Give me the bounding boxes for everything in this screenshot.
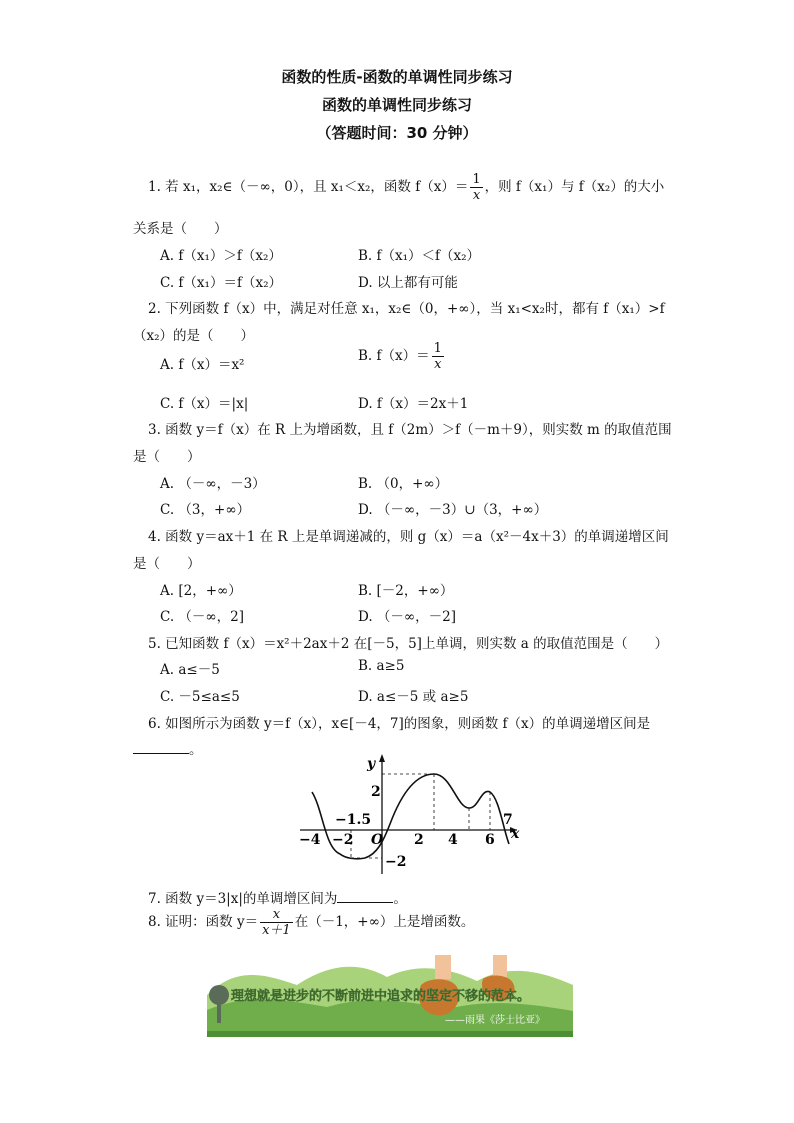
q4-option-c: C. （－∞，2] (160, 609, 245, 625)
q3-stem-cont: 是（ ） (133, 449, 201, 465)
q2-option-d: D. f（x）＝2x＋1 (358, 396, 469, 412)
q2-frac-num: 1 (433, 341, 442, 356)
leg-right (493, 955, 507, 977)
tree-icon (209, 985, 229, 1005)
q4-stem-cont: 是（ ） (133, 556, 201, 572)
q2-option-b-prefix: B. f（x）＝ (358, 348, 430, 364)
q8-stem-part1: 8. 证明：函数 y＝ (148, 914, 259, 930)
y-tick-2: 2 (371, 784, 381, 800)
q2-option-b (358, 341, 446, 372)
q2-option-a: A. f（x）＝x² (160, 357, 245, 373)
q1-option-c: C. f（x₁）＝f（x₂） (160, 275, 282, 291)
tree-trunk (217, 1003, 221, 1023)
q1-option-d: D. 以上都有可能 (358, 275, 458, 291)
q6-stem-end: 。 (189, 742, 203, 758)
q1-frac-den: x (472, 188, 481, 203)
origin-label: O (371, 832, 384, 848)
q1-option-b: B. f（x₁）＜f（x₂） (358, 248, 481, 264)
q2-stem-cont: （x₂）的是（ ） (133, 328, 255, 344)
ground-strip (207, 1031, 573, 1037)
q7-stem-part1: 7. 函数 y＝3|x|的单调增区间为 (148, 891, 338, 907)
annotation-m1-5: −1.5 (335, 812, 372, 828)
x-tick-7: 7 (503, 812, 513, 828)
q5-option-b: B. a≥5 (358, 658, 405, 674)
q2-stem: 2. 下列函数 f（x）中，满足对任意 x₁，x₂∈（0，+∞），当 x₁<x₂时，都有 f（x₁）>f (148, 301, 665, 317)
x-tick-2: 2 (414, 832, 424, 848)
q6-stem: 6. 如图所示为函数 y＝f（x），x∈[－4，7]的图象，则函数 f（x）的单调递增区间是 (148, 716, 651, 732)
x-tick-m4: −4 (299, 832, 321, 848)
q6-answer-blank[interactable] (133, 741, 189, 754)
title-main: 函数的性质-函数的单调性同步练习 (281, 68, 513, 86)
x-axis-label: x (511, 826, 520, 842)
q2-option-b-fraction (432, 341, 444, 372)
q4-stem: 4. 函数 y＝ax＋1 在 R 上是单调递减的，则 g（x）＝a（x²－4x＋3）的单调递增区间 (148, 529, 669, 545)
quote-author: ——雨果《莎士比亚》 (445, 1015, 545, 1026)
quote-banner (207, 955, 573, 1037)
x-tick-m2: −2 (332, 832, 354, 848)
q1-stem-cont: 关系是（ ） (133, 221, 228, 237)
x-tick-4: 4 (448, 832, 458, 848)
q4-option-d: D. （－∞，－2] (358, 609, 457, 625)
leg-left (435, 955, 451, 979)
y-axis-label: y (367, 756, 376, 772)
q3-option-c: C. （3，+∞） (160, 502, 251, 518)
q1-frac-num: 1 (472, 172, 481, 187)
q1-option-a: A. f（x₁）＞f（x₂） (160, 248, 282, 264)
y-tick-m2: −2 (385, 854, 407, 870)
q2-option-c: C. f（x）＝|x| (160, 396, 249, 412)
q7-stem-end: 。 (393, 891, 407, 907)
title-sub: 函数的单调性同步练习 (321, 96, 472, 114)
q4-option-b: B. [－2，+∞） (358, 583, 454, 599)
q5-option-d: D. a≤－5 或 a≥5 (358, 689, 469, 705)
q5-option-a: A. a≤－5 (160, 662, 220, 678)
x-tick-6: 6 (485, 832, 495, 848)
q8-fraction (260, 907, 293, 938)
q7-stem (148, 887, 407, 907)
q1-fraction (470, 172, 482, 203)
q8-frac-den: x＋1 (262, 923, 291, 938)
q8-stem (148, 907, 474, 938)
q2-frac-den: x (434, 357, 442, 372)
q3-stem: 3. 函数 y＝f（x）在 R 上为增函数，且 f（2m）＞f（－m＋9），则实数 m 的取值范围 (148, 422, 672, 438)
title-time: （答题时间：30 分钟） (316, 124, 478, 142)
q5-stem: 5. 已知函数 f（x）＝x²＋2ax＋2 在[－5，5]上单调，则实数 a 的取值范围是（ ） (148, 636, 669, 652)
q8-stem-part2: 在（－1，+∞）上是增函数。 (294, 914, 475, 930)
y-axis-arrow (379, 754, 385, 762)
q8-frac-num: x (260, 907, 293, 923)
q1-stem-part1: 1. 若 x₁，x₂∈（－∞，0），且 x₁＜x₂，函数 f（x）＝ (148, 179, 469, 195)
q3-option-d: D. （－∞，－3）∪（3，+∞） (358, 502, 548, 518)
q6-blank-line (133, 738, 203, 758)
q3-option-a: A. （－∞，－3） (160, 476, 266, 492)
q5-option-c: C. －5≤a≤5 (160, 689, 240, 705)
q1-stem (148, 172, 664, 203)
function-graph (295, 750, 525, 875)
q4-option-a: A. [2，+∞） (160, 583, 242, 599)
quote-text: 理想就是进步的不断前进中追求的坚定不移的范本。 (231, 989, 531, 1004)
q7-answer-blank[interactable] (337, 890, 393, 903)
q1-stem-part2: ，则 f（x₁）与 f（x₂）的大小 (484, 179, 665, 195)
q3-option-b: B. （0，+∞） (358, 476, 449, 492)
